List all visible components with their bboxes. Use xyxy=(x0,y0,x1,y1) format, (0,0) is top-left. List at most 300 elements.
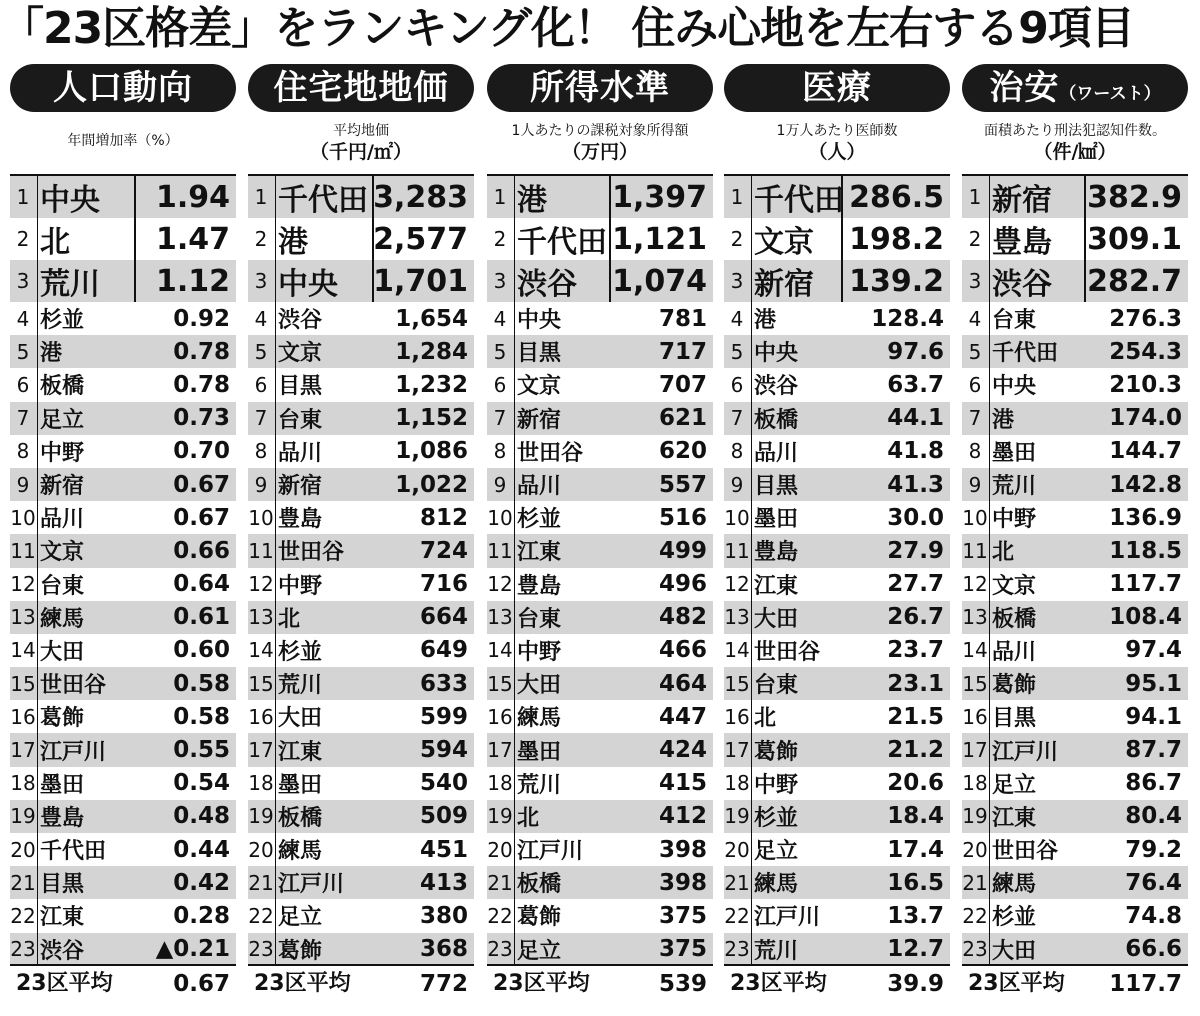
metric-value: 464 xyxy=(658,670,707,697)
metric-value: 398 xyxy=(658,836,707,863)
table-row xyxy=(724,933,950,966)
rank-number: 10 xyxy=(724,505,750,530)
ward-name: 港 xyxy=(40,341,63,367)
value-divider xyxy=(841,260,843,302)
table-row xyxy=(962,468,1188,501)
metric-value: 1,654 xyxy=(395,305,468,332)
rank-number: 21 xyxy=(962,870,988,895)
metric-value: 1.12 xyxy=(155,263,230,299)
metric-value: 80.4 xyxy=(1125,803,1182,830)
ward-name: 江戸川 xyxy=(278,872,345,898)
table-row xyxy=(487,468,713,501)
metric-value: 0.78 xyxy=(173,338,230,365)
table-row xyxy=(10,700,236,733)
metric-value: 812 xyxy=(419,504,468,531)
ward-name: 大田 xyxy=(278,706,323,732)
table-row xyxy=(487,501,713,534)
table-row xyxy=(724,866,950,899)
metric-value: 0.60 xyxy=(173,637,230,664)
table-row xyxy=(487,800,713,833)
rank-number: 6 xyxy=(254,372,268,397)
ward-name: 世田谷 xyxy=(40,673,107,699)
ward-name: 豊島 xyxy=(40,805,85,831)
rank-divider xyxy=(514,260,515,302)
ward-name: 渋谷 xyxy=(517,267,577,302)
ward-name: 目黒 xyxy=(278,374,323,400)
rank-divider xyxy=(37,767,38,800)
table-row xyxy=(962,335,1188,368)
table-row xyxy=(962,176,1188,218)
average-row xyxy=(248,966,474,1002)
rank-divider xyxy=(514,568,515,601)
column-metric-label: 平均地価 xyxy=(333,123,389,139)
table-row xyxy=(487,866,713,899)
rank-number: 20 xyxy=(10,837,36,862)
table-row xyxy=(962,700,1188,733)
table-row xyxy=(248,700,474,733)
table-row xyxy=(10,435,236,468)
rank-divider xyxy=(751,335,752,368)
metric-value: 1,022 xyxy=(395,471,468,498)
rank-number: 3 xyxy=(730,269,744,293)
ward-name: 練馬 xyxy=(992,872,1037,898)
ward-name: 文京 xyxy=(517,374,562,400)
rank-number: 13 xyxy=(962,605,988,630)
rank-divider xyxy=(989,534,990,567)
table-row xyxy=(487,933,713,966)
table-row xyxy=(248,833,474,866)
rank-number: 19 xyxy=(962,804,988,829)
table-row xyxy=(10,667,236,700)
table-row xyxy=(724,634,950,667)
ward-name: 葛飾 xyxy=(754,739,799,765)
metric-value: 41.3 xyxy=(887,471,944,498)
table-row xyxy=(248,435,474,468)
rank-divider xyxy=(751,501,752,534)
rank-divider xyxy=(514,435,515,468)
metric-value: 724 xyxy=(419,537,468,564)
rank-number: 7 xyxy=(493,406,507,431)
value-divider xyxy=(134,218,136,260)
ward-name: 渋谷 xyxy=(992,267,1052,302)
ward-name: 墨田 xyxy=(40,772,85,798)
rank-divider xyxy=(751,767,752,800)
rank-divider xyxy=(989,700,990,733)
table-row xyxy=(487,601,713,634)
rank-number: 10 xyxy=(10,505,36,530)
ward-name: 北 xyxy=(278,606,301,632)
rank-divider xyxy=(275,302,276,335)
metric-value: 97.6 xyxy=(887,338,944,365)
metric-value: 18.4 xyxy=(887,803,944,830)
column-header-label: 治安 xyxy=(989,68,1060,108)
metric-value: 424 xyxy=(658,737,707,764)
ranking-column-medical xyxy=(724,64,950,1004)
rank-divider xyxy=(275,335,276,368)
rank-number: 2 xyxy=(730,227,744,251)
table-row xyxy=(248,866,474,899)
rank-divider xyxy=(514,176,515,218)
table-row xyxy=(10,218,236,260)
rank-divider xyxy=(275,534,276,567)
average-label: 23区平均 xyxy=(254,971,351,996)
ward-name: 豊島 xyxy=(278,507,323,533)
value-divider xyxy=(609,260,611,302)
rank-divider xyxy=(989,800,990,833)
metric-value: 276.3 xyxy=(1109,305,1182,332)
rank-number: 6 xyxy=(493,372,507,397)
rank-number: 5 xyxy=(16,339,30,364)
ward-name: 台東 xyxy=(40,573,85,599)
table-row xyxy=(962,634,1188,667)
metric-value: 499 xyxy=(658,537,707,564)
ward-name: 目黒 xyxy=(40,872,85,898)
rank-divider xyxy=(989,667,990,700)
rank-number: 6 xyxy=(968,372,982,397)
rank-number: 23 xyxy=(724,937,750,962)
rank-divider xyxy=(275,833,276,866)
column-description xyxy=(962,122,1188,164)
average-label: 23区平均 xyxy=(16,971,113,996)
rank-divider xyxy=(751,176,752,218)
rank-number: 2 xyxy=(968,227,982,251)
metric-value: 0.58 xyxy=(173,670,230,697)
rank-divider xyxy=(37,700,38,733)
table-row xyxy=(724,176,950,218)
rank-number: 11 xyxy=(962,538,988,563)
metric-value: 0.67 xyxy=(173,504,230,531)
rank-number: 22 xyxy=(487,903,513,928)
rank-number: 11 xyxy=(248,538,274,563)
rank-number: 22 xyxy=(962,903,988,928)
ward-name: 墨田 xyxy=(278,772,323,798)
average-row xyxy=(487,966,713,1002)
rank-number: 9 xyxy=(730,472,744,497)
table-row xyxy=(724,368,950,401)
table-row xyxy=(962,218,1188,260)
rank-divider xyxy=(37,260,38,302)
rank-number: 21 xyxy=(248,870,274,895)
rank-divider xyxy=(514,468,515,501)
rank-divider xyxy=(751,368,752,401)
table-row xyxy=(487,302,713,335)
rank-number: 5 xyxy=(968,339,982,364)
rank-number: 4 xyxy=(968,306,982,331)
metric-value: 74.8 xyxy=(1125,902,1182,929)
rank-number: 8 xyxy=(254,439,268,464)
rank-divider xyxy=(751,667,752,700)
ward-name: 港 xyxy=(278,225,308,260)
rank-divider xyxy=(989,260,990,302)
rank-divider xyxy=(751,866,752,899)
ward-name: 中野 xyxy=(517,639,562,665)
ward-name: 千代田 xyxy=(278,183,368,218)
table-row xyxy=(724,534,950,567)
table-row xyxy=(487,402,713,435)
rank-divider xyxy=(37,534,38,567)
metric-value: 17.4 xyxy=(887,836,944,863)
ward-name: 台東 xyxy=(517,606,562,632)
rank-divider xyxy=(37,176,38,218)
ward-name: 新宿 xyxy=(278,474,323,500)
table-row xyxy=(962,733,1188,766)
rank-divider xyxy=(37,218,38,260)
metric-value: 94.1 xyxy=(1125,703,1182,730)
metric-value: 1,121 xyxy=(612,221,707,257)
rank-divider xyxy=(989,634,990,667)
rank-divider xyxy=(751,899,752,932)
table-row xyxy=(487,534,713,567)
average-row xyxy=(10,966,236,1002)
ward-name: 葛飾 xyxy=(992,673,1037,699)
rank-number: 4 xyxy=(16,306,30,331)
rank-number: 23 xyxy=(10,937,36,962)
ward-name: 杉並 xyxy=(278,639,323,665)
rank-divider xyxy=(514,866,515,899)
table-row xyxy=(962,667,1188,700)
column-unit-label: （千円/㎡） xyxy=(310,141,412,163)
ward-name: 豊島 xyxy=(992,225,1052,260)
ward-name: 中野 xyxy=(40,440,85,466)
ward-name: 荒川 xyxy=(992,474,1037,500)
column-unit-label: （件/㎢） xyxy=(1033,141,1117,163)
rank-number: 3 xyxy=(968,269,982,293)
ward-name: 墨田 xyxy=(754,507,799,533)
rank-number: 10 xyxy=(248,505,274,530)
ward-name: 文京 xyxy=(40,540,85,566)
rank-divider xyxy=(37,899,38,932)
table-row xyxy=(10,534,236,567)
table-row xyxy=(248,218,474,260)
metric-value: 482 xyxy=(658,604,707,631)
metric-value: 95.1 xyxy=(1125,670,1182,697)
metric-value: 466 xyxy=(658,637,707,664)
ward-name: 渋谷 xyxy=(754,374,799,400)
ward-name: 世田谷 xyxy=(278,540,345,566)
ward-name: 荒川 xyxy=(517,772,562,798)
average-value: 117.7 xyxy=(1109,971,1182,997)
rank-number: 17 xyxy=(724,738,750,763)
rank-divider xyxy=(989,501,990,534)
metric-value: 12.7 xyxy=(887,936,944,963)
ward-name: 目黒 xyxy=(754,474,799,500)
rank-number: 23 xyxy=(487,937,513,962)
metric-value: 20.6 xyxy=(887,770,944,797)
ward-name: 墨田 xyxy=(992,440,1037,466)
ward-name: 中野 xyxy=(278,573,323,599)
rank-divider xyxy=(514,402,515,435)
ward-name: 中央 xyxy=(754,341,799,367)
rank-divider xyxy=(751,218,752,260)
rank-divider xyxy=(989,435,990,468)
metric-value: 375 xyxy=(658,902,707,929)
ward-name: 練馬 xyxy=(754,872,799,898)
metric-value: 707 xyxy=(658,371,707,398)
rank-number: 21 xyxy=(724,870,750,895)
rank-number: 5 xyxy=(254,339,268,364)
ward-name: 北 xyxy=(754,706,777,732)
rank-divider xyxy=(275,402,276,435)
metric-value: 3,283 xyxy=(373,179,468,215)
table-row xyxy=(962,435,1188,468)
metric-value: 375 xyxy=(658,936,707,963)
metric-value: ▲0.21 xyxy=(155,936,230,963)
metric-value: 97.4 xyxy=(1125,637,1182,664)
rank-divider xyxy=(514,601,515,634)
table-row xyxy=(10,833,236,866)
table-row xyxy=(248,468,474,501)
table-row xyxy=(248,933,474,966)
rank-number: 19 xyxy=(248,804,274,829)
ward-name: 目黒 xyxy=(992,706,1037,732)
rank-divider xyxy=(37,634,38,667)
rank-number: 20 xyxy=(962,837,988,862)
rank-number: 7 xyxy=(968,406,982,431)
rank-number: 4 xyxy=(493,306,507,331)
rank-number: 16 xyxy=(962,704,988,729)
table-row xyxy=(962,833,1188,866)
ward-name: 江東 xyxy=(40,905,85,931)
column-description xyxy=(10,122,236,150)
table-row xyxy=(724,899,950,932)
table-row xyxy=(724,767,950,800)
column-header-label: 医療 xyxy=(802,68,872,108)
metric-value: 1.47 xyxy=(155,221,230,257)
rank-number: 13 xyxy=(10,605,36,630)
table-row xyxy=(248,501,474,534)
average-row xyxy=(724,966,950,1002)
rank-number: 1 xyxy=(16,185,30,209)
metric-value: 108.4 xyxy=(1109,604,1182,631)
table-row xyxy=(248,260,474,302)
rank-number: 20 xyxy=(248,837,274,862)
rank-number: 15 xyxy=(487,671,513,696)
metric-value: 136.9 xyxy=(1109,504,1182,531)
rank-number: 22 xyxy=(724,903,750,928)
metric-value: 254.3 xyxy=(1109,338,1182,365)
table-row xyxy=(10,260,236,302)
metric-value: 2,577 xyxy=(373,221,468,257)
table-row xyxy=(10,933,236,966)
ward-name: 練馬 xyxy=(517,706,562,732)
ward-name: 文京 xyxy=(992,573,1037,599)
column-header xyxy=(724,64,950,112)
rank-number: 2 xyxy=(16,227,30,251)
table-row xyxy=(487,368,713,401)
rank-number: 11 xyxy=(10,538,36,563)
table-row xyxy=(487,568,713,601)
metric-value: 0.78 xyxy=(173,371,230,398)
metric-value: 30.0 xyxy=(887,504,944,531)
column-unit-label: （人） xyxy=(808,141,866,163)
rank-divider xyxy=(514,335,515,368)
rank-number: 21 xyxy=(487,870,513,895)
rank-number: 16 xyxy=(10,704,36,729)
rank-divider xyxy=(514,767,515,800)
column-metric-label: 1万人あたり医師数 xyxy=(776,123,898,139)
rank-divider xyxy=(275,176,276,218)
rank-divider xyxy=(751,733,752,766)
rank-divider xyxy=(989,568,990,601)
ward-name: 渋谷 xyxy=(278,308,323,334)
table-row xyxy=(10,302,236,335)
average-label: 23区平均 xyxy=(730,971,827,996)
metric-value: 509 xyxy=(419,803,468,830)
ward-name: 台東 xyxy=(992,308,1037,334)
table-row xyxy=(248,767,474,800)
metric-value: 649 xyxy=(419,637,468,664)
rank-number: 10 xyxy=(962,505,988,530)
rank-number: 12 xyxy=(10,572,36,597)
metric-value: 139.2 xyxy=(849,263,944,299)
table-row xyxy=(10,468,236,501)
ward-name: 江戸川 xyxy=(517,839,584,865)
rank-number: 1 xyxy=(730,185,744,209)
metric-value: 0.61 xyxy=(173,604,230,631)
ward-name: 新宿 xyxy=(992,183,1052,218)
table-row xyxy=(10,767,236,800)
rank-divider xyxy=(989,218,990,260)
table-row xyxy=(248,601,474,634)
metric-value: 117.7 xyxy=(1109,571,1182,598)
ward-name: 足立 xyxy=(517,938,562,964)
metric-value: 398 xyxy=(658,869,707,896)
metric-value: 86.7 xyxy=(1125,770,1182,797)
ward-name: 千代田 xyxy=(517,225,607,260)
ward-name: 杉並 xyxy=(517,507,562,533)
rank-number: 14 xyxy=(724,638,750,663)
rank-divider xyxy=(37,435,38,468)
average-value: 772 xyxy=(419,971,468,997)
rank-divider xyxy=(37,402,38,435)
rank-number: 18 xyxy=(248,771,274,796)
value-divider xyxy=(1084,260,1086,302)
ward-name: 中野 xyxy=(992,507,1037,533)
metric-value: 41.8 xyxy=(887,438,944,465)
rank-number: 14 xyxy=(248,638,274,663)
rank-divider xyxy=(514,833,515,866)
rank-number: 5 xyxy=(730,339,744,364)
rank-divider xyxy=(37,302,38,335)
rank-divider xyxy=(751,435,752,468)
ward-name: 江東 xyxy=(517,540,562,566)
table-row xyxy=(487,667,713,700)
ranking-column-income xyxy=(487,64,713,1004)
ward-name: 台東 xyxy=(278,407,323,433)
table-row xyxy=(10,335,236,368)
metric-value: 118.5 xyxy=(1109,537,1182,564)
rank-divider xyxy=(751,260,752,302)
rank-divider xyxy=(989,733,990,766)
rank-number: 15 xyxy=(10,671,36,696)
rank-divider xyxy=(989,302,990,335)
rank-divider xyxy=(514,899,515,932)
metric-value: 309.1 xyxy=(1087,221,1182,257)
metric-value: 0.54 xyxy=(173,770,230,797)
rank-divider xyxy=(37,568,38,601)
rank-number: 8 xyxy=(730,439,744,464)
rank-divider xyxy=(989,899,990,932)
ranking-column-safety xyxy=(962,64,1188,1004)
value-divider xyxy=(609,176,611,218)
ward-name: 葛飾 xyxy=(40,706,85,732)
rank-divider xyxy=(37,733,38,766)
metric-value: 23.7 xyxy=(887,637,944,664)
rank-number: 3 xyxy=(493,269,507,293)
rank-divider xyxy=(514,933,515,966)
ward-name: 足立 xyxy=(992,772,1037,798)
ward-name: 品川 xyxy=(278,440,323,466)
